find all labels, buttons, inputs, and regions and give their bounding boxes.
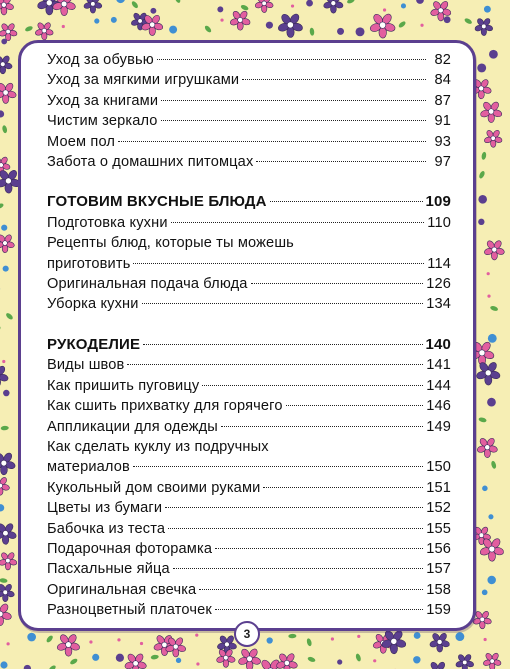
dot-leader	[263, 487, 423, 488]
table-of-contents-card	[18, 40, 476, 631]
dot-leader	[157, 59, 426, 60]
toc-page-number: 87	[434, 92, 451, 109]
toc-entry	[47, 70, 451, 90]
dot-leader	[173, 568, 423, 569]
toc-entry-title: Разноцветный платочек	[47, 602, 212, 619]
toc-page-number: 159	[426, 602, 451, 619]
toc-entry	[47, 396, 451, 416]
toc-entry	[47, 457, 451, 477]
toc-entry-title: Моем пол	[47, 133, 116, 150]
toc-entry-title: Кукольный дом своими руками	[47, 479, 261, 496]
dot-leader	[161, 100, 426, 101]
toc-page-number: 140	[425, 335, 451, 353]
toc-entry	[47, 417, 451, 437]
section-title: РУКОДЕЛИЕ	[47, 335, 141, 353]
toc-page-number: 134	[426, 296, 451, 313]
dot-leader	[143, 344, 422, 345]
toc-entry	[47, 519, 451, 539]
toc-entry-title: Бабочка из теста	[47, 520, 166, 537]
table-of-contents	[47, 50, 451, 621]
toc-page-number: 82	[434, 52, 451, 68]
dot-leader	[127, 364, 423, 365]
toc-entry-title: Уход за книгами	[47, 92, 159, 109]
dot-leader	[215, 609, 423, 610]
toc-entry-title: Как сделать куклу из подручных	[47, 438, 269, 455]
dot-leader	[142, 303, 424, 304]
toc-entry	[47, 600, 451, 620]
toc-entry-title: Подготовка кухни	[47, 214, 168, 231]
toc-page-number: 150	[426, 459, 451, 476]
toc-entry	[47, 152, 451, 172]
toc-entry-title: Оригинальная подача блюда	[47, 276, 248, 293]
toc-entry-title: Уход за обувью	[47, 52, 154, 68]
toc-entry	[47, 355, 451, 375]
dot-leader	[171, 222, 425, 223]
toc-entry	[47, 294, 451, 314]
toc-page-number: 146	[426, 398, 451, 415]
toc-entry-title: Виды швов	[47, 357, 125, 374]
toc-entry-title: Уборка кухни	[47, 296, 139, 313]
toc-entry	[47, 132, 451, 152]
toc-page-number: 155	[426, 520, 451, 537]
dot-leader	[133, 466, 423, 467]
toc-page-number: 126	[426, 276, 451, 293]
toc-section-heading	[47, 335, 451, 355]
dot-leader	[118, 141, 426, 142]
toc-page-number: 149	[426, 418, 451, 435]
toc-entry-title: Аппликации для одежды	[47, 418, 218, 435]
dot-leader	[242, 79, 426, 80]
dot-leader	[215, 548, 423, 549]
toc-entry	[47, 254, 451, 274]
toc-entry-title: Уход за мягкими игрушками	[47, 72, 240, 89]
toc-entry	[47, 559, 451, 579]
toc-entry	[47, 50, 451, 70]
toc-entry-title: материалов	[47, 459, 130, 476]
toc-entry	[47, 274, 451, 294]
dot-leader	[165, 507, 423, 508]
dot-leader	[221, 426, 423, 427]
toc-section-heading	[47, 192, 451, 212]
toc-page-number: 157	[426, 561, 451, 578]
page-number: 3	[234, 621, 260, 647]
toc-entry	[47, 91, 451, 111]
toc-entry-title: Как пришить пуговицу	[47, 377, 200, 394]
toc-entry-title: Рецепты блюд, которые ты можешь	[47, 235, 294, 252]
dot-leader	[133, 263, 424, 264]
section-gap	[47, 315, 451, 335]
toc-page-number: 152	[426, 500, 451, 517]
toc-entry-title: Пасхальные яйца	[47, 561, 170, 578]
toc-page-number: 93	[434, 133, 451, 150]
section-title: ГОТОВИМ ВКУСНЫЕ БЛЮДА	[47, 193, 267, 211]
toc-entry-line	[47, 233, 451, 253]
toc-page-number: 110	[427, 214, 451, 231]
toc-page-number: 109	[425, 193, 451, 211]
toc-entry	[47, 111, 451, 131]
section-gap	[47, 172, 451, 192]
dot-leader	[202, 385, 423, 386]
toc-entry	[47, 498, 451, 518]
toc-entry	[47, 376, 451, 396]
toc-entry	[47, 213, 451, 233]
toc-entry	[47, 539, 451, 559]
toc-page-number: 91	[434, 113, 451, 130]
toc-entry	[47, 478, 451, 498]
toc-entry-title: приготовить	[47, 255, 131, 272]
toc-page-number: 97	[434, 154, 451, 171]
dot-leader	[199, 589, 423, 590]
dot-leader	[286, 405, 424, 406]
toc-entry-title: Как сшить прихватку для горячего	[47, 398, 283, 415]
toc-page-number: 84	[434, 72, 451, 89]
dot-leader	[256, 161, 426, 162]
toc-page-number: 158	[426, 581, 451, 598]
toc-page-number: 151	[426, 479, 451, 496]
toc-entry	[47, 580, 451, 600]
toc-entry-line	[47, 437, 451, 457]
dot-leader	[161, 120, 426, 121]
dot-leader	[168, 528, 423, 529]
dot-leader	[270, 201, 423, 202]
toc-page-number: 141	[426, 357, 451, 374]
toc-entry-title: Чистим зеркало	[47, 113, 158, 130]
dot-leader	[251, 283, 424, 284]
toc-page-number: 144	[426, 377, 451, 394]
toc-entry-title: Забота о домашних питомцах	[47, 154, 254, 171]
toc-page-number: 114	[427, 255, 451, 272]
toc-entry-title: Подарочная фоторамка	[47, 540, 213, 557]
toc-page-number: 156	[426, 540, 451, 557]
toc-entry-title: Цветы из бумаги	[47, 500, 163, 517]
toc-entry-title: Оригинальная свечка	[47, 581, 197, 598]
